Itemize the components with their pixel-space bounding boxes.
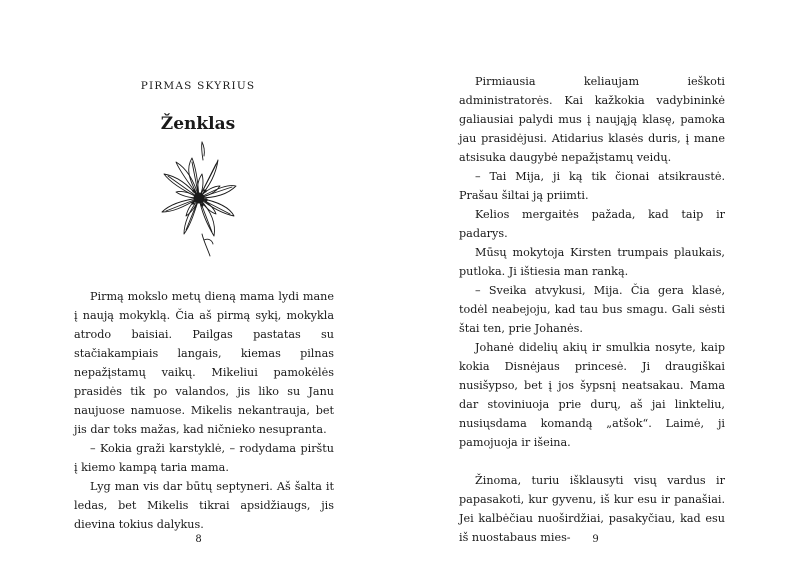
paragraph: Johanė didelių akių ir smulkia nosyte, kaip kokia Disnėjaus princesė. Ji draugiškai nusišypso, bet į jos šypsnį neatsakau. Mama dar stoviniuoja prie durų, aš jai linkteliu, nusiųsdama komandą „atšok“. Laimė, ji pamojuoja ir išeina.: [459, 341, 725, 449]
right-page: [397, 0, 794, 581]
paragraph: Kelios mergaitės pažada, kad taip ir padarys.: [459, 208, 725, 240]
paragraph: Žinoma, turiu išklausyti visų vardus ir papasakoti, kur gyvenu, iš kur esu ir panašiai. Jei kalbėčiau nuoširdžiai, pasakyčiau, kad esu iš nuostabaus mies-: [459, 474, 725, 544]
chapter-title: Ženklas: [160, 114, 236, 134]
right-page-text: [459, 72, 725, 547]
paragraph: Lyg man vis dar būtų septyneri. Aš šalta it ledas, bet Mikelis tikrai apsidžiaugs, jis dievina tokius dalykus.: [74, 480, 334, 531]
paragraph: – Kokia graži karstyklė, – rodydama pirštu į kiemo kampą taria mama.: [74, 442, 334, 474]
paragraph: Pirmiausia keliaujam ieškoti administratorės. Kai kažkokia vadybininkė galiausiai palydi mus į naująją klasę, pamoka jau prasidėjusi. Atidarius klasės duris, į mane atsisuka daugybė nepažįstamų veidų.: [459, 75, 725, 164]
page-number: 9: [592, 534, 599, 545]
page-number: 8: [195, 534, 202, 545]
flower-icon: [158, 138, 240, 258]
paragraph: – Sveika atvykusi, Mija. Čia gera klasė, todėl neabejoju, kad tau bus smagu. Gali sėsti štai ten, prie Johanės.: [459, 284, 725, 335]
paragraph: Pirmą mokslo metų dieną mama lydi mane į naują mokyklą. Čia aš pirmą sykį, mokykla atrodo baisiai. Pailgas pastatas su stačiakampiais langais, kiemas pilnas nepažįstamų vaikų. Mikeliui pamokėlės prasidės tik po valandos, jis liko su Janu naujuose namuose. Mikelis nekantrauja, bet jis dar toks mažas, kad ničnieko nesupranta.: [74, 290, 334, 436]
chapter-label: PIRMAS SKYRIUS: [140, 80, 256, 92]
left-page-text: [74, 287, 334, 534]
paragraph: – Tai Mija, ji ką tik čionai atsikraustė. Prašau šiltai ją priimti.: [459, 170, 725, 202]
paragraph: Mūsų mokytoja Kirsten trumpais plaukais, putloka. Ji ištiesia man ranką.: [459, 246, 725, 278]
